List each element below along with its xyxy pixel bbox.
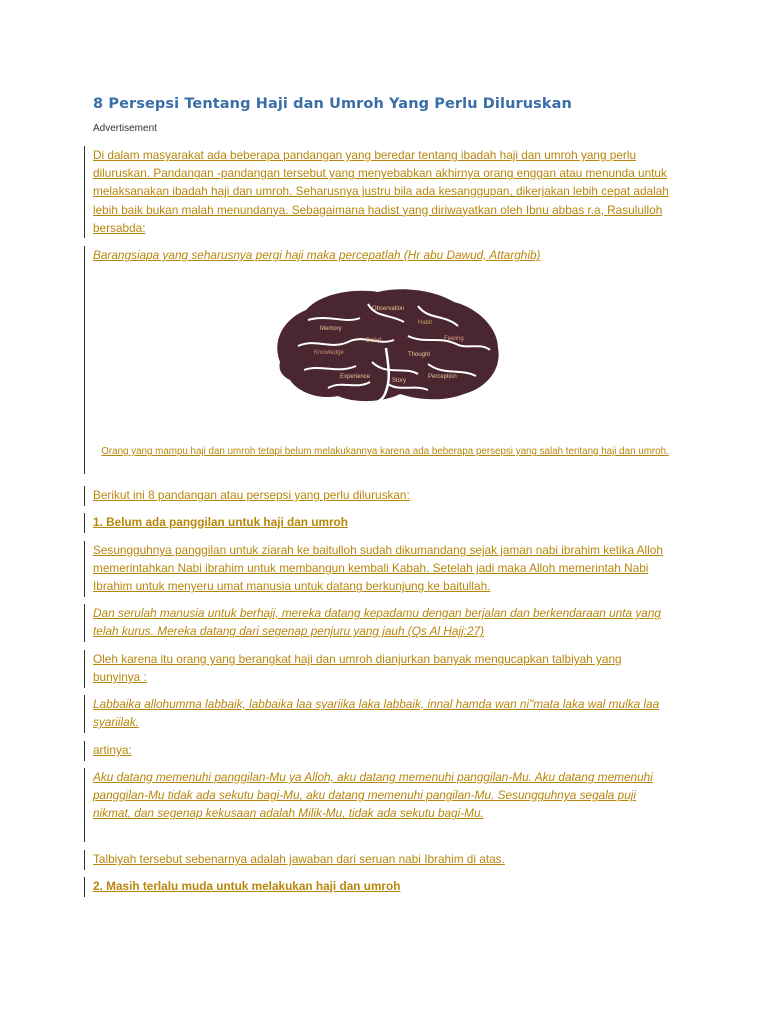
svg-text:Observation: Observation [372, 306, 405, 312]
artinya-label[interactable]: artinya: [93, 743, 132, 757]
artinya-block [84, 741, 671, 761]
svg-text:Habit: Habit [418, 320, 433, 326]
svg-text:Thought: Thought [408, 352, 431, 358]
talbiyah-block [84, 695, 671, 733]
svg-text:Perception: Perception [428, 374, 457, 380]
quote-1-block [84, 604, 671, 642]
talbiyah-text[interactable]: Labbaika allohumma labbaik, labbaika laa syariika laka labbaik, innal hamda wan ni"mata laka wal mulka laa syariilak. [93, 697, 660, 730]
lead-block [84, 486, 671, 506]
paragraph-2[interactable]: Oleh karena itu orang yang berangkat haji dan umroh dianjurkan banyak mengucapkan talbiyah yang bunyinya : [93, 652, 622, 685]
paragraph-1-block [84, 541, 671, 597]
paragraph-2-block [84, 650, 671, 688]
talbiyah-meaning[interactable]: Aku datang memenuhi panggilan-Mu ya Alloh, aku datang memenuhi panggilan-Mu. Aku datang memenuhi panggilan-Mu tidak ada sekutu bagi-Mu, aku datang memenuhi pangilan-Mu. Sesungguhnya segala puji nikmat, dan segenap kekusaan adalah Milik-Mu, tidak ada sekutu bagi-Mu. [93, 770, 653, 821]
svg-text:Feeling: Feeling [444, 336, 464, 342]
page-title: 8 Persepsi Tentang Haji dan Umroh Yang Perlu Diluruskan [93, 96, 572, 112]
quran-quote[interactable]: Dan serulah manusia untuk berhaji, mereka datang kepadamu dengan berjalan dan berkendaraan unta yang telah kurus. Mereka datang dari segenap penjuru yang jauh (Qs Al Hajj:27) [93, 606, 661, 639]
svg-text:Knowledge: Knowledge [314, 350, 344, 356]
image-caption[interactable]: Orang yang mampu haji dan umroh tetapi belum melakukannya karena ada beberapa persepsi yang salah tentang haji dan umroh. [101, 446, 669, 457]
paragraph-3[interactable]: Talbiyah tersebut sebenarnya adalah jawaban dari seruan nabi Ibrahim di atas. [93, 852, 505, 866]
heading-1[interactable]: 1. Belum ada panggilan untuk haji dan umroh [93, 515, 348, 529]
svg-text:Memory: Memory [320, 326, 342, 332]
brain-word-cloud-image [268, 284, 504, 406]
svg-text:Experience: Experience [340, 374, 371, 380]
heading-2[interactable]: 2. Masih terlalu muda untuk melakukan haji dan umroh [93, 879, 401, 893]
heading-2-block [84, 877, 671, 897]
meaning-block [84, 768, 671, 842]
advertisement-label: Advertisement [93, 123, 157, 134]
paragraph-1[interactable]: Sesungguhnya panggilan untuk ziarah ke baitulloh sudah dikumandang sejak jaman nabi ibrahim ketika Alloh memerintahkan Nabi ibrahim untuk membangun kembali Kabah. Setelah jadi maka Alloh memerintah Nabi Ibrahim untuk menyeru umat manusia untuk datang berkunjung ke baitullah. [93, 543, 663, 594]
hadist-quote[interactable]: Barangsiapa yang seharusnya pergi haji maka percepatlah (Hr abu Dawud, Attarghib) [93, 248, 541, 262]
intro-paragraph[interactable]: Di dalam masyarakat ada beberapa pandangan yang beredar tentang ibadah haji dan umroh yang perlu diluruskan. Pandangan -pandangan tersebut yang menyebabkan akhirnya orang enggan atau menunda untuk melaksanakan ibadah haji dan umroh. Seharusnya justru bila ada kesanggupan, dikerjakan lebih cepat adalah lebih baik bukan malah menundanya. Sebagaimana hadist yang diriwayatkan oleh Ibnu abbas r.a, Rasululloh bersabda: [93, 148, 669, 235]
heading-1-block [84, 513, 671, 533]
svg-text:Story: Story [392, 378, 407, 384]
svg-text:Belief: Belief [366, 338, 382, 344]
paragraph-3-block [84, 850, 671, 870]
intro-block [84, 146, 671, 238]
lead-paragraph[interactable]: Berikut ini 8 pandangan atau persepsi yang perlu diluruskan: [93, 488, 410, 502]
